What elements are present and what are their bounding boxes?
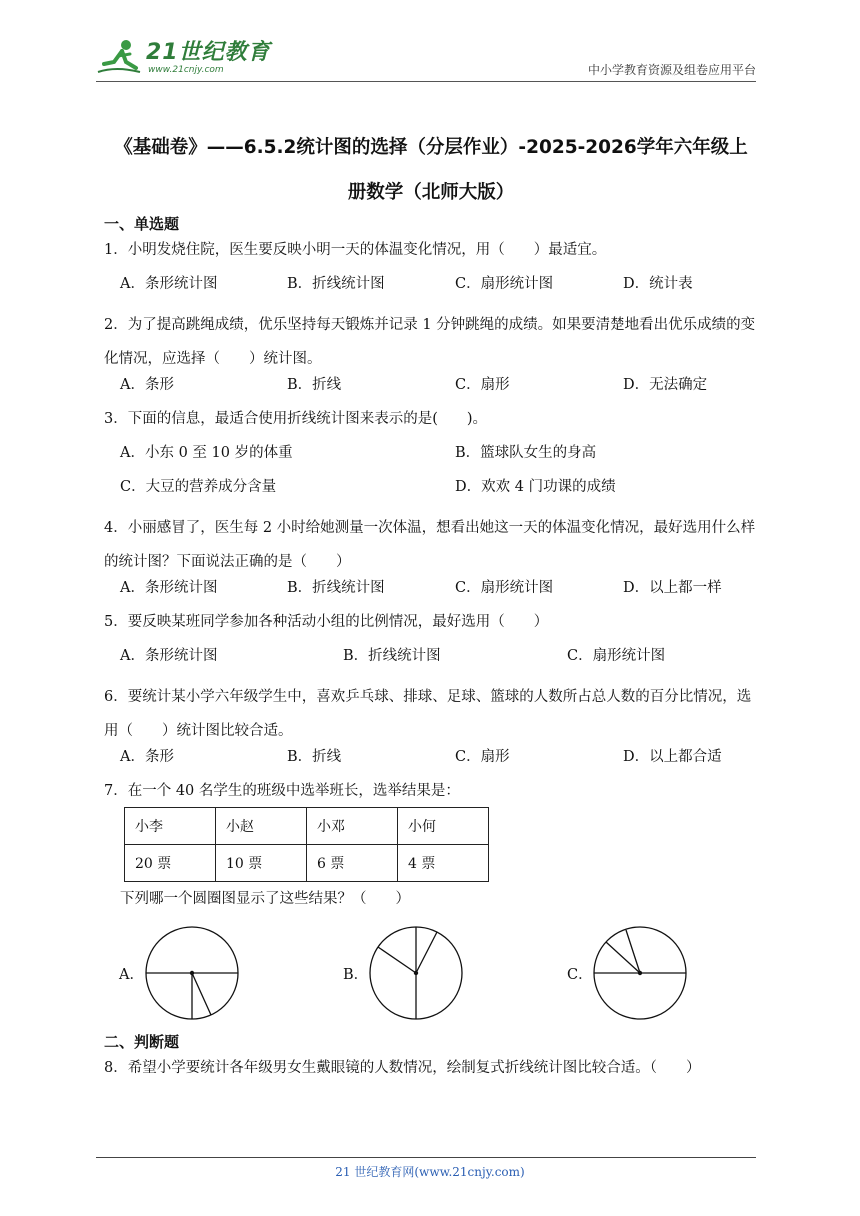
logo-main-text: 21世纪教育 [146, 39, 271, 65]
question-1-text: 1．小明发烧住院，医生要反映小明一天的体温变化情况，用（ ）最适宜。 [104, 242, 607, 258]
table-cell-name: 小赵 [216, 808, 307, 845]
table-cell-name: 小何 [398, 808, 489, 845]
question-4-option-c[interactable]: C．扇形统计图 [455, 580, 554, 596]
question-5-option-c[interactable]: C．扇形统计图 [567, 648, 666, 664]
logo-url-text: www.21cnjy.com [148, 64, 224, 75]
question-7-option-a[interactable]: A． [119, 967, 144, 983]
question-7-followup: 下列哪一个圆圈图显示了这些结果？（ ） [120, 891, 410, 907]
pie-option-a[interactable] [144, 925, 240, 1021]
question-4-option-a[interactable]: A．条形统计图 [120, 580, 218, 596]
question-6-text: 6．要统计某小学六年级学生中，喜欢乒乓球、排球、足球、篮球的人数所占总人数的百分比情况，选用（ ）统计图比较合适。 [104, 689, 752, 739]
question-7-text: 7．在一个 40 名学生的班级中选举班长，选举结果是： [104, 783, 460, 799]
question-7-option-b[interactable]: B． [343, 967, 369, 983]
section-heading-single-choice: 一、单选题 [104, 215, 180, 233]
question-2-option-c[interactable]: C．扇形 [455, 377, 510, 393]
question-5-option-a[interactable]: A．条形统计图 [120, 648, 218, 664]
page-title-line1: 《基础卷》——6.5.2统计图的选择（分层作业）-2025-2026学年六年级上 [114, 137, 748, 158]
table-cell-name: 小邓 [307, 808, 398, 845]
site-logo [96, 36, 271, 80]
question-1-option-a[interactable]: A．条形统计图 [120, 276, 218, 292]
question-1-option-d[interactable]: D．统计表 [623, 276, 693, 292]
question-2-option-d[interactable]: D．无法确定 [623, 377, 708, 393]
question-1-option-c[interactable]: C．扇形统计图 [455, 276, 554, 292]
question-2-text: 2．为了提高跳绳成绩，优乐坚持每天锻炼并记录 1 分钟跳绳的成绩。如果要清楚地看出优乐成绩的变化情况，应选择（ ）统计图。 [104, 317, 756, 367]
question-2-option-a[interactable]: A．条形 [120, 377, 174, 393]
question-8-text: 8．希望小学要统计各年级男女生戴眼镜的人数情况，绘制复式折线统计图比较合适。（ ） [104, 1060, 701, 1076]
table-row [125, 808, 489, 845]
table-cell-votes: 6 票 [307, 845, 398, 882]
vote-results-table [124, 807, 489, 882]
question-5-option-b[interactable]: B．折线统计图 [343, 648, 441, 664]
question-7-option-c[interactable]: C． [567, 967, 593, 983]
question-6-option-c[interactable]: C．扇形 [455, 749, 510, 765]
section-heading-true-false: 二、判断题 [104, 1033, 180, 1051]
table-cell-name: 小李 [125, 808, 216, 845]
footer-link[interactable]: 21 世纪教育网(www.21cnjy.com) [335, 1165, 525, 1179]
table-cell-votes: 4 票 [398, 845, 489, 882]
question-6-option-d[interactable]: D．以上都合适 [623, 749, 722, 765]
platform-name: 中小学教育资源及组卷应用平台 [587, 63, 756, 77]
question-4-option-d[interactable]: D．以上都一样 [623, 580, 722, 596]
question-5-text: 5．要反映某班同学参加各种活动小组的比例情况，最好选用（ ） [104, 614, 549, 630]
page-title-line2: 册数学（北师大版） [347, 182, 515, 203]
question-3-option-b[interactable]: B．篮球队女生的身高 [455, 445, 597, 461]
runner-logo-icon [96, 38, 142, 78]
question-2-option-b[interactable]: B．折线 [287, 377, 342, 393]
question-4-option-b[interactable]: B．折线统计图 [287, 580, 385, 596]
question-6-option-a[interactable]: A．条形 [120, 749, 174, 765]
question-3-option-c[interactable]: C．大豆的营养成分含量 [120, 479, 277, 495]
question-3-text: 3．下面的信息，最适合使用折线统计图来表示的是( )。 [104, 411, 488, 427]
table-cell-votes: 20 票 [125, 845, 216, 882]
question-3-option-d[interactable]: D．欢欢 4 门功课的成绩 [455, 479, 616, 495]
question-3-option-a[interactable]: A．小东 0 至 10 岁的体重 [120, 445, 293, 461]
question-4-text: 4．小丽感冒了，医生每 2 小时给她测量一次体温，想看出她这一天的体温变化情况，最好选用什么样的统计图？下面说法正确的是（ ） [104, 520, 756, 570]
pie-option-b[interactable] [368, 925, 464, 1021]
question-6-option-b[interactable]: B．折线 [287, 749, 342, 765]
question-1-option-b[interactable]: B．折线统计图 [287, 276, 385, 292]
table-row [125, 845, 489, 882]
table-cell-votes: 10 票 [216, 845, 307, 882]
pie-option-c[interactable] [592, 925, 688, 1021]
footer-divider [96, 1157, 756, 1158]
header-divider [96, 81, 756, 82]
